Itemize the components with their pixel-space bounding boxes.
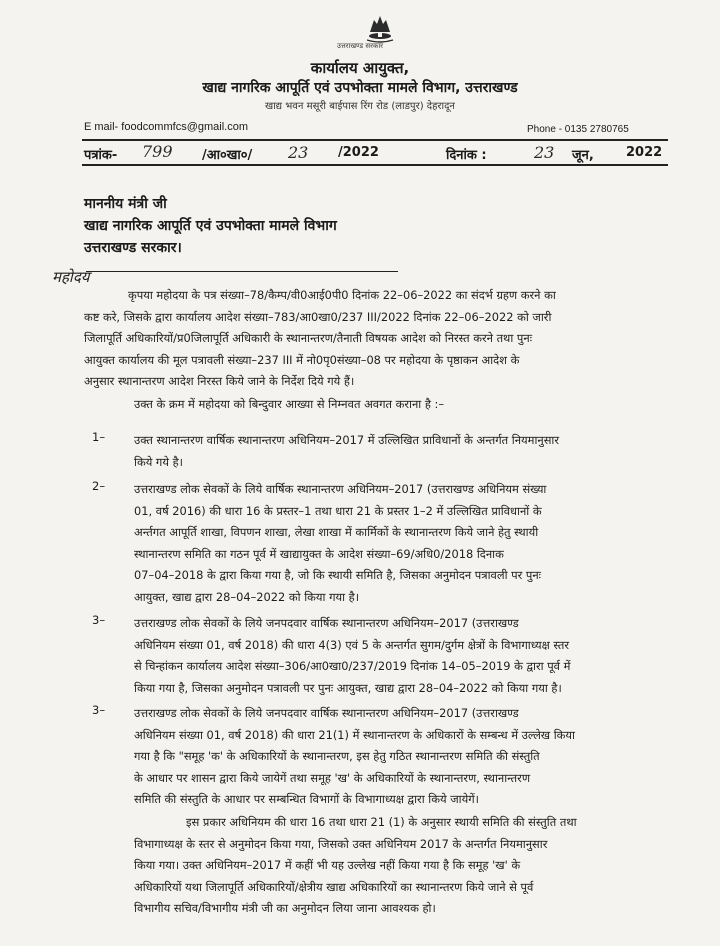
intro-followup: उक्त के क्रम में महोदया को बिन्दुवार आख्या से निम्नवत अवगत कराना है :– <box>134 397 445 411</box>
point-line: से चिन्हांकन कार्यालय आदेश संख्या–306/आ0खा0/237/2019 दिनांक 14–05–2019 के द्वारा पूर्व में <box>134 659 571 673</box>
office-title: कार्यालय आयुक्त, <box>310 59 410 77</box>
addressee-line-2: खाद्य नागरिक आपूर्ति एवं उपभोक्ता मामले विभाग <box>84 218 337 234</box>
point-3b <box>134 703 664 811</box>
department-title: खाद्य नागरिक आपूर्ति एवं उपभोक्ता मामले विभाग, उत्तराखण्ड <box>202 80 518 96</box>
date-year: 2022 <box>626 145 663 160</box>
intro-paragraph <box>84 285 664 393</box>
point-1 <box>134 430 664 473</box>
reference-divider <box>82 164 668 166</box>
point-number: 3– <box>92 703 106 717</box>
addressee-line-1: माननीय मंत्री जी <box>84 196 167 212</box>
point-line: अधिनियम संख्या 01, वर्ष 2018) की धारा 4(3) एवं 5 के अन्तर्गत सुगम/दुर्गम क्षेत्रों के विभागाध्यक्ष स्तर <box>134 637 569 652</box>
reference-label: पत्रांक- <box>84 148 118 163</box>
point-line: किये गये है। <box>134 454 183 469</box>
point-line: अर्न्तगत आपूर्ति शाखा, विपणन शाखा, लेखा शाखा में कार्मिकों के स्थानान्तरण किये जाने हेतु स्थायी <box>134 525 539 539</box>
addressee-line-3: उत्तराखण्ड सरकार। <box>84 240 182 256</box>
date-label: दिनांक : <box>446 148 487 163</box>
intro-line: जिलापूर्ति अधिकारियों/प्र0जिलापूर्ति अधिकारी के स्थानान्तरण/तैनाती विषयक आदेश को निरस्त करने तथा पुनः <box>84 331 533 345</box>
closing-line: विभागीय सचिव/विभागीय मंत्री जी का अनुमोदन लिया जाना आवश्यक हो। <box>134 901 436 915</box>
point-line: अधिनियम संख्या 01, वर्ष 2018) की धारा 21(1) में स्थानान्तरण के अधिकारों के सम्बन्ध में उल्लेख किया <box>134 727 575 742</box>
reference-handwritten-code: 23 <box>288 143 309 162</box>
point-line: स्थानान्तरण समिति का गठन पूर्व में खाद्यायुक्त के आदेश संख्या–69/अधि0/2018 दिनाक <box>134 546 504 561</box>
point-line: उक्त स्थानान्तरण वार्षिक स्थानान्तरण अधिनियम–2017 में उल्लिखित प्राविधानों के अन्तर्गत नियमानुसार <box>134 433 560 447</box>
reference-number: 799 <box>142 142 173 161</box>
point-line: उत्तराखण्ड लोक सेवकों के लिये जनपदवार वार्षिक स्थानान्तरण अधिनियम–2017 (उत्तराखण्ड <box>134 616 519 630</box>
closing-line: अधिकारियों यथा जिलापूर्ति अधिकारियों/क्षेत्रीय खाद्य अधिकारियों का स्थानान्तरण किये जाने से पूर्व <box>134 879 534 894</box>
reference-suffix: /2022 <box>338 145 379 160</box>
point-number: 2– <box>92 479 106 493</box>
point-line: 01, वर्ष 2016) की धारा 16 के प्रस्तर–1 तथा धारा 21 के प्रस्तर 1–2 में उल्लिखित प्राविधानों के <box>134 503 542 518</box>
intro-line: कष्ट करे, जिसके द्वारा कार्यालय आदेश संख्या–783/आ0खा0/237 III/2022 दिनांक 22–06–2022 को जारी <box>84 309 552 324</box>
closing-line: विभागाध्यक्ष के स्तर से अनुमोदन किया गया, जिसको उक्त अधिनियम 2017 के अन्तर्गत नियमानुसार <box>134 836 548 851</box>
point-line: किया गया है, जिसका अनुमोदन पत्रावली पर पुनः आयुक्त, खाद्य द्वारा 28–04–2022 को किया गया है। <box>134 680 562 695</box>
addressee-underline <box>86 271 398 272</box>
point-line: उत्तराखण्ड लोक सेवकों के लिये जनपदवार वार्षिक स्थानान्तरण अधिनियम–2017 (उत्तराखण्ड <box>134 706 519 720</box>
point-number: 1– <box>92 430 106 444</box>
intro-line: आयुक्त कार्यालय की मूल पत्रावली संख्या–237 III में नो0पृ0संख्या–08 पर महोदया के पृष्ठाकन आदेश के <box>84 352 520 367</box>
closing-line: किया गया। उक्त अधिनियम–2017 में कहीं भी यह उल्लेख नहीं किया गया है कि समूह 'ख' के <box>134 858 521 872</box>
point-line: के आधार पर शासन द्वारा किये जायेगें तथा समूह 'ख' के अधिकारियों के स्थानान्तरण, स्थानान्तरण <box>134 770 531 785</box>
emblem-caption: उत्तराखण्ड सरकार <box>336 42 384 50</box>
intro-line: अनुसार स्थानान्तरण आदेश निरस्त किये जाने के निर्देश दिये गये हैं। <box>84 374 355 388</box>
point-number: 3– <box>92 613 106 627</box>
date-day: 23 <box>534 143 555 162</box>
reference-code: /आ०खा०/ <box>202 148 253 163</box>
date-month: जून, <box>572 148 594 163</box>
header-divider <box>82 139 668 141</box>
point-2 <box>134 479 664 608</box>
closing-paragraph <box>134 812 664 920</box>
point-line: गया है कि "समूह 'क' के अधिकारियों के स्थानान्तरण, इस हेतु गठित स्थानान्तरण समिति की संस्तुति <box>134 749 540 763</box>
point-line: आयुक्त, खाद्य द्वारा 28–04–2022 को किया गया है। <box>134 589 360 604</box>
office-address: खाद्य भवन मसूरी बाईपास रिंग रोड (लाडपुर) देहरादून <box>265 101 455 112</box>
intro-line: कृपया महोदया के पत्र संख्या–78/कैम्प/वी0आई0पी0 दिनांक 22–06–2022 का संदर्भ ग्रहण करने का <box>128 288 556 302</box>
salutation: महोदय <box>52 268 90 286</box>
phone-number: Phone - 0135 2780765 <box>527 124 629 135</box>
point-line: उत्तराखण्ड लोक सेवकों के लिये वार्षिक स्थानान्तरण अधिनियम–2017 (उत्तराखण्ड अधिनियम संख्या <box>134 482 547 496</box>
point-3a <box>134 613 664 699</box>
state-emblem-icon <box>362 10 398 44</box>
email-address: E mail- foodcommfcs@gmail.com <box>84 121 248 133</box>
point-line: समिति की संस्तुति के आधार पर सम्बन्धित विभागों के विभागाध्यक्ष द्वारा किये जायेगें। <box>134 792 479 806</box>
point-line: 07–04–2018 के द्वारा किया गया है, जो कि स्थायी समिति है, जिसका अनुमोदन पत्रावली पर पुनः <box>134 568 541 582</box>
closing-line: इस प्रकार अधिनियम की धारा 16 तथा धारा 21 (1) के अनुसार स्थायी समिति की संस्तुति तथा <box>186 815 577 829</box>
